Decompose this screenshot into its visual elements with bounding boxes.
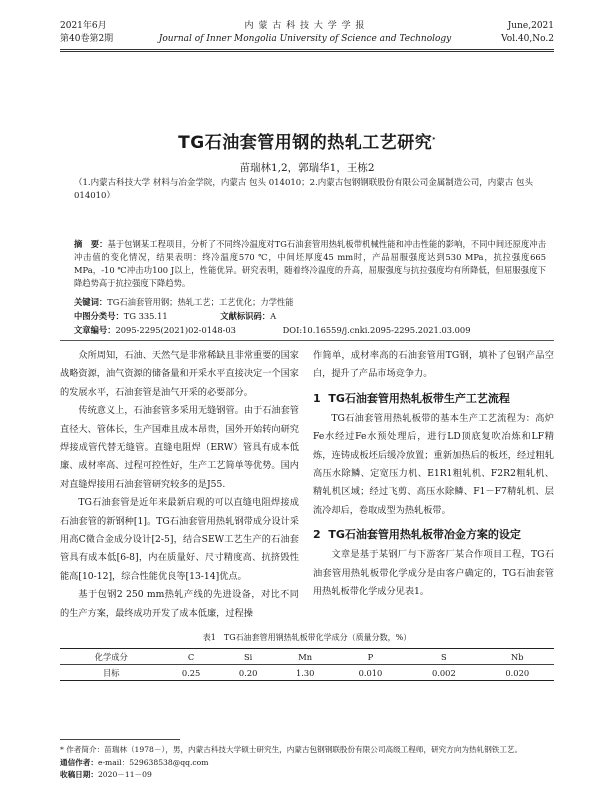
table-caption: 表1 TG石油套管用钢热轧板带化学成分（质量分数，%） [202, 633, 412, 642]
table-header: Si [243, 651, 253, 662]
header-rule-double [60, 51, 554, 52]
table-cell: 0.25 [181, 667, 201, 678]
footnote-email [60, 757, 554, 770]
section-2-title: TG石油套管用热轧板带冶金方案的设定 [328, 528, 521, 542]
footnote-author [60, 744, 554, 757]
composition-table [60, 648, 554, 681]
clc-value: TG 335.11 [123, 311, 168, 321]
article-line [74, 324, 554, 336]
keywords-label: 关键词： [74, 297, 108, 307]
table-row-label: 目标 [102, 667, 120, 678]
abstract-label: 摘 要： [74, 239, 108, 249]
table-cell: 0.010 [358, 667, 383, 678]
keywords [74, 296, 554, 308]
header-rule [60, 49, 554, 50]
journal-date: 2021年6月 [60, 21, 107, 31]
abstract [74, 238, 546, 290]
abstract-rule [60, 340, 554, 341]
section-1-title: TG石油套管用热轧板带生产工艺流程 [328, 391, 510, 405]
footnote-star: * [60, 745, 64, 754]
table-cell: 0.020 [505, 667, 530, 678]
journal-volume-en: Vol.40,No.2 [501, 34, 554, 44]
doc-code-label: 文献标识码： [220, 311, 271, 321]
article-no-label: 文章编号： [74, 325, 116, 335]
affiliation: （1.内蒙古科技大学 材料与冶金学院，内蒙古 包头 014010；2.内蒙古包钢钢联股份有限公司金属制造公司，内蒙古 包头 014010） [74, 178, 533, 201]
keywords-text: TG石油套管用钢；热轧工艺；工艺优化；力学性能 [107, 297, 294, 307]
journal-name-cn: 内 蒙 古 科 技 大 学 学 报 [244, 21, 366, 31]
body-left-column [60, 347, 299, 623]
table-cell: 1.30 [295, 667, 315, 678]
doc-code-value: A [270, 311, 277, 321]
table-row [60, 665, 554, 681]
footnote-received-value: 2020－11－09 [97, 770, 152, 779]
journal-name-en: Journal of Inner Mongolia University of Science and Technology [158, 34, 452, 44]
paragraph: TG石油套管用热轧板带的基本生产工艺流程为：高炉Fe水经过Fe水预处理后，进行LD顶底复吹冶炼和LF精炼，连铸成板坯后缓冷放置；重新加热后的板坯，经过粗轧高压水除鳞、定宽压力机、E1R1粗轧机、F2R2粗轧机、精轧机区域；经过飞剪、高压水除鳞、F1－F7精轧机、层流冷却后，卷取成型为热轧板带。 [313, 412, 554, 516]
paper-title-text: TG石油套管用钢的热轧工艺研究 [178, 133, 433, 153]
section-1-heading [313, 390, 554, 407]
paragraph: TG石油套管是近年来最新启观的可以直缝电阻焊接成石油套管的新钢种[1]。TG石油套管用热轧钢带成分设计采用高C微合金成分设计[2-5]，结合SEW工艺生产的石油套管具有成本低[6-8]，内在质量好、尺寸精度高、抗挤毁性能高[10-12]，综合性能优良等[13-14]优点。 [60, 497, 299, 582]
classification-line [74, 310, 554, 322]
title-footnote-mark: * [432, 136, 436, 144]
journal-date-en: June,2021 [507, 21, 554, 31]
footnote-author-text: 作者简介：苗瑞林（1978－），男，内蒙古科技大学硕士研究生，内蒙古包钢钢联股份有限公司高级工程师，研究方向为热轧钢铁工艺。 [66, 745, 523, 754]
table-cell: 0.20 [238, 667, 258, 678]
paragraph: 基于包钢2 250 mm热轧产线的先进设备，对比不同的生产方案，最终成功开发了成本低廉，过程操 [60, 589, 299, 619]
paper-title [60, 128, 554, 153]
section-2-number: 2 [313, 528, 321, 542]
table-header: C [187, 651, 195, 662]
footnote-received [60, 769, 554, 782]
table-cell: 0.002 [431, 667, 456, 678]
composition-table-wrapper [60, 648, 554, 681]
paragraph: 传统意义上，石油套管多采用无缝钢管。由于石油套管直径大、管体长，生产国难且成本昂贵，国外开始转向研究焊接成管代替无缝管。直缝电阻焊（ERW）管具有成本低廉、成材率高、过程可控性好，生产工艺简单等优势。国内对直缝焊接用石油套管研究较多的是J55. [60, 405, 299, 490]
paragraph: 众所周知，石油、天然气是非常稀缺且非常重要的国家战略资源，油气资源的储备量和开采水平直接决定一个国家的发展水平，石油套管是油气开采的必要部分。 [60, 350, 299, 398]
paragraph-continued: 作简单，成材率高的石油套管用TG钢，填补了包钢产品空白，提升了产品市场竞争力。 [313, 350, 554, 380]
footnote-email-label: 通信作者： [60, 757, 98, 767]
journal-issue-en [501, 20, 554, 46]
journal-date-volume [60, 20, 113, 46]
clc-label: 中图分类号： [74, 311, 124, 321]
footnote [60, 744, 554, 782]
footnote-received-label: 收稿日期： [60, 770, 98, 779]
authors: 苗瑞林1,2，郭瑞华1，王栋2 [239, 162, 375, 174]
table-header: S [441, 651, 447, 662]
table-header: Mn [298, 651, 313, 662]
table-header: P [367, 651, 374, 662]
doi: DOI:10.16559/j.cnki.2095-2295.2021.03.009 [282, 325, 471, 335]
section-1-number: 1 [313, 391, 321, 405]
table-header: Nb [510, 651, 524, 662]
journal-name [140, 20, 470, 46]
paragraph: 文章是基于某钢厂与下游客厂某合作项目工程，TG石油套管用热轧板带化学成分是由客户确定的，TG石油套管用热轧板带化学成分见表1。 [313, 549, 554, 598]
abstract-text: 基于包钢某工程项目，分析了不同终冷温度对TG石油套管用热轧板带机械性能和冲击性能的影响，不同中间还原度冲击冲击值的变化情况，结果表明：终冷温度570 ℃，中间坯厚度45 mm时，产品屈服强度达到530 MPa，抗拉强度665 MPa，-10 ℃冲击功100 J以上，性能优异。研究表明，随着终冷温度的升高，屈服强度与抗拉强度均有所降低，但屈服强度下降趋势高于抗拉强度下降趋势。 [74, 239, 546, 288]
footnote-email-value: e-mail：529638538@qq.com [97, 757, 209, 767]
article-no-value: 2095-2295(2021)02-0148-03 [115, 325, 236, 335]
table-header: 化学成分 [94, 651, 128, 662]
journal-volume: 第40卷第2期 [60, 34, 114, 44]
table-header-row [60, 649, 554, 665]
section-2-heading [313, 526, 554, 543]
footnote-rule [60, 739, 180, 740]
body-right-column [313, 347, 554, 601]
